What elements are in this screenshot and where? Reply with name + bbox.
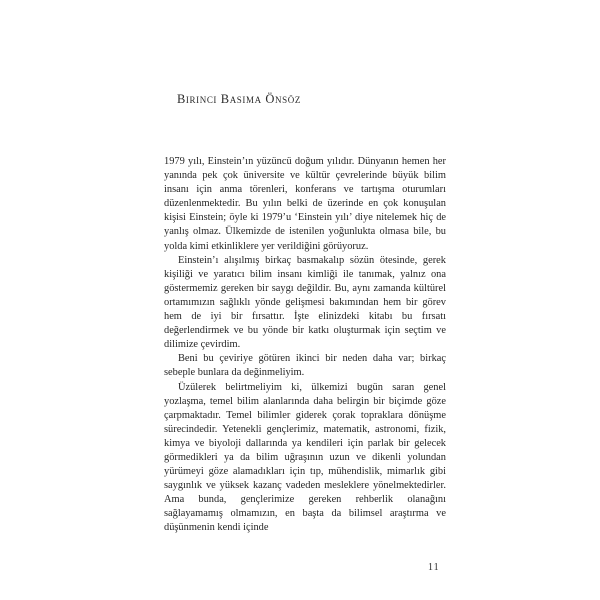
page-number: 11 xyxy=(428,562,440,573)
paragraph: Üzülerek belirtmeliyim ki, ülkemizi bugün saran genel yozlaşma, temel bilim alanlarında daha belirgin bir biçimde göze çarpmaktadır. Temel bilimler giderek çorak topraklara dönüşme sürecindedir. Yetenekli gençlerimiz, matematik, astronomi, fizik, kimya ve biyoloji dallarında ya kendileri için parlak bir gelecek görmedikleri ya da bilim uğraşının uzun ve dikenli yolundan yürümeyi göze alamadıkları için tıp, mühendislik, mimarlık gibi saygınlık ve yüksek kazanç vadeden mesleklere yönelmektedirler. Ama bunda, gençlerimize gereken rehberlik olanağını sağlayamamış olmamızın, en başta da bilimsel araştırma ve düşünmenin kendi içinde xyxy=(164,381,446,534)
page-heading: Birinci Basıma Önsöz xyxy=(177,92,301,106)
paragraph: Beni bu çeviriye götüren ikinci bir neden daha var; birkaç sebeple bunlara da değinmeliyim. xyxy=(164,353,446,379)
paragraph: 1979 yılı, Einstein’ın yüzüncü doğum yılıdır. Dünyanın hemen her yanında pek çok üniversite ve kültür çevrelerinde büyük bilim insanı için anma törenleri, konferans ve tartışma oturumları düzenlenmektedir. Bu yılın belki de üzerinde en çok konuşulan kişisi Einstein; öyle ki 1979’u ‘Einstein yılı’ diye nitelemek hiç de yanlış olmaz. Ülkemizde de istenilen yoğunlukta olmasa bile, bu yolda kimi etkinliklere yer verildiğini görüyoruz. xyxy=(164,156,446,252)
paragraph: Einstein’ı alışılmış birkaç basmakalıp sözün ötesinde, gerek kişiliği ve yaratıcı bilim insanı kimliği ile tanımak, yalnız ona göstermemiz gereken bir saygı değildir. Bu, aynı zamanda kültürel ortamımızın sağlıklı yönde gelişmesi bakımından hem bir görev hem de iyi bir fırsattır. İşte elinizdeki kitabı bu fırsatı değerlendirmek ve bu yönde bir katkı oluşturmak için seçtim ve dilimize çevirdim. xyxy=(164,254,446,351)
body-text xyxy=(164,155,446,536)
